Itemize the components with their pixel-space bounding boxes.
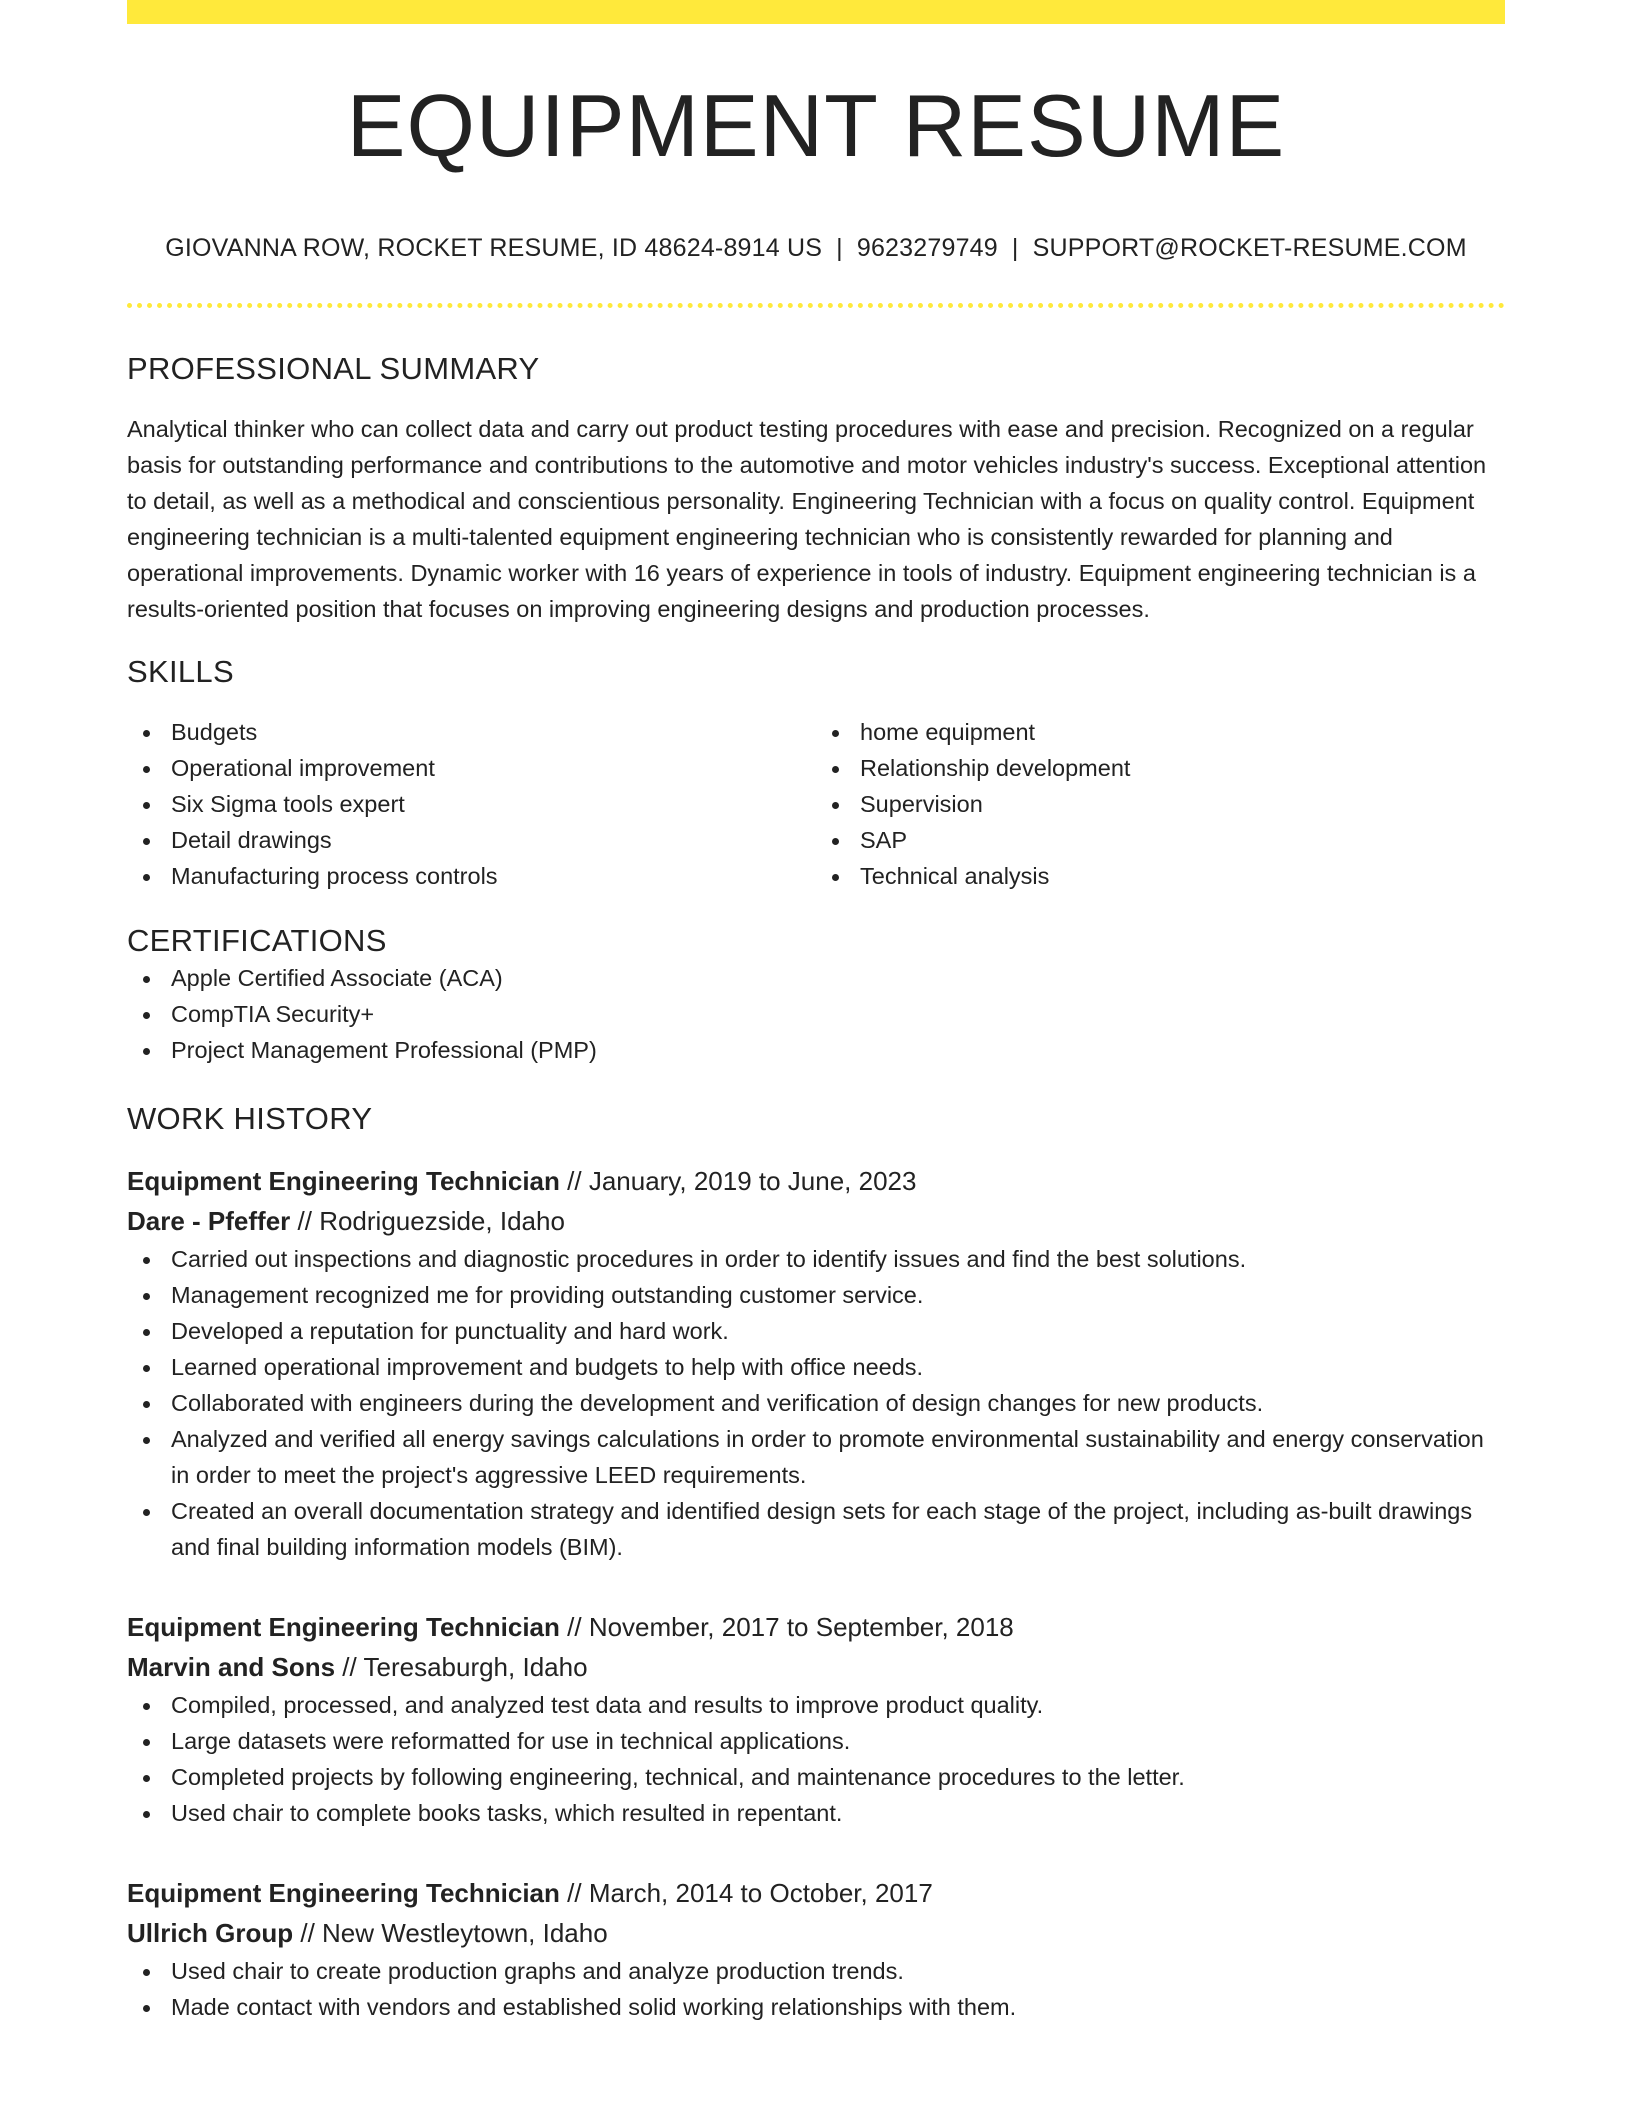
skills-column-left — [127, 714, 816, 894]
job-title-line — [127, 1161, 1505, 1201]
job-bullet: Created an overall documentation strategy and identified design sets for each stage of the project, including as-built drawings and final building information models (BIM). — [127, 1493, 1505, 1565]
contact-line — [127, 234, 1505, 263]
skill-item: Detail drawings — [171, 822, 816, 858]
skill-item: Manufacturing process controls — [171, 858, 816, 894]
job-bullet: Compiled, processed, and analyzed test data and results to improve product quality. — [127, 1687, 1505, 1723]
certifications-list — [127, 960, 1505, 1068]
job-location: Rodriguezside, Idaho — [319, 1205, 565, 1236]
job-bullet: Used chair to create production graphs and analyze production trends. — [127, 1953, 1505, 1989]
job-bullet: Carried out inspections and diagnostic procedures in order to identify issues and find the best solutions. — [127, 1241, 1505, 1277]
job-dates: January, 2019 to June, 2023 — [588, 1165, 917, 1196]
skills-heading: SKILLS — [127, 654, 234, 690]
job-title-line — [127, 1607, 1505, 1647]
job-location: Teresaburgh, Idaho — [363, 1651, 588, 1682]
resume-page — [127, 0, 1505, 2025]
job-separator: // — [559, 1165, 589, 1196]
skills-column-right — [816, 714, 1505, 894]
dotted-divider — [127, 303, 1505, 308]
job-bullet: Made contact with vendors and established solid working relationships with them. — [127, 1989, 1505, 2025]
job-bullet: Large datasets were reformatted for use in technical applications. — [127, 1723, 1505, 1759]
job-bullet-list — [127, 1241, 1505, 1565]
skill-item: SAP — [860, 822, 1505, 858]
job-dates: March, 2014 to October, 2017 — [588, 1877, 933, 1908]
job-bullet-list — [127, 1953, 1505, 2025]
resume-title: EQUIPMENT RESUME — [346, 76, 1286, 175]
work-history-heading: WORK HISTORY — [127, 1100, 373, 1136]
skills-grid — [127, 714, 1505, 894]
skill-item: home equipment — [860, 714, 1505, 750]
job-dates: November, 2017 to September, 2018 — [588, 1611, 1014, 1642]
job-company: Ullrich Group — [127, 1917, 294, 1948]
job-entry — [127, 1873, 1505, 2025]
job-title-line — [127, 1873, 1505, 1913]
job-company: Dare - Pfeffer — [127, 1205, 291, 1236]
job-title: Equipment Engineering Technician — [127, 1611, 560, 1642]
certifications-heading: CERTIFICATIONS — [127, 923, 387, 959]
contact-address: GIOVANNA ROW, ROCKET RESUME, ID 48624-8914 US — [165, 234, 823, 262]
summary-heading: PROFESSIONAL SUMMARY — [127, 351, 540, 386]
accent-top-bar — [127, 0, 1505, 24]
skill-item: Budgets — [171, 714, 816, 750]
job-location: New Westleytown, Idaho — [322, 1917, 608, 1948]
skill-item: Six Sigma tools expert — [171, 786, 816, 822]
job-separator: // — [559, 1877, 589, 1908]
certification-item: Apple Certified Associate (ACA) — [127, 960, 1505, 996]
job-bullet: Completed projects by following engineering, technical, and maintenance procedures to the letter. — [127, 1759, 1505, 1795]
job-company-line — [127, 1201, 1505, 1241]
job-bullet: Management recognized me for providing outstanding customer service. — [127, 1277, 1505, 1313]
job-company-line — [127, 1913, 1505, 1953]
skill-item: Relationship development — [860, 750, 1505, 786]
job-bullet: Developed a reputation for punctuality and hard work. — [127, 1313, 1505, 1349]
job-company-line — [127, 1647, 1505, 1687]
skill-item: Supervision — [860, 786, 1505, 822]
contact-phone: 9623279749 — [856, 234, 998, 262]
job-company: Marvin and Sons — [127, 1651, 336, 1682]
job-title: Equipment Engineering Technician — [127, 1165, 560, 1196]
contact-email: SUPPORT@ROCKET-RESUME.COM — [1032, 234, 1467, 262]
job-title: Equipment Engineering Technician — [127, 1877, 560, 1908]
certification-item: Project Management Professional (PMP) — [127, 1032, 1505, 1068]
job-bullet: Analyzed and verified all energy savings calculations in order to promote environmental sustainability and energy conservation in order to meet the project's aggressive LEED requirements. — [127, 1421, 1505, 1493]
job-entry — [127, 1161, 1505, 1565]
job-bullet-list — [127, 1687, 1505, 1831]
job-separator: // — [290, 1205, 320, 1236]
contact-separator: | — [836, 234, 843, 262]
certification-item: CompTIA Security+ — [127, 996, 1505, 1032]
job-entry — [127, 1607, 1505, 1831]
skill-item: Technical analysis — [860, 858, 1505, 894]
skill-item: Operational improvement — [171, 750, 816, 786]
summary-paragraph: Analytical thinker who can collect data and carry out product testing procedures with ease and precision. Recognized on a regular basis for outstanding performance and contributions to the automotive and motor vehicles industry's success. Exceptional attention to detail, as well as a methodical and conscientious personality. Engineering Technician with a focus on quality control. Equipment engineering technician is a multi-talented equipment engineering technician who is consistently rewarded for planning and operational improvements. Dynamic worker with 16 years of experience in tools of industry. Equipment engineering technician is a results-oriented position that focuses on improving engineering designs and production processes. — [127, 416, 1487, 623]
contact-separator: | — [1011, 234, 1019, 262]
job-bullet: Learned operational improvement and budgets to help with office needs. — [127, 1349, 1505, 1385]
job-separator: // — [293, 1917, 323, 1948]
job-bullet: Collaborated with engineers during the development and verification of design changes for new products. — [127, 1385, 1505, 1421]
job-bullet: Used chair to complete books tasks, which resulted in repentant. — [127, 1795, 1505, 1831]
job-separator: // — [559, 1611, 589, 1642]
job-separator: // — [335, 1651, 364, 1682]
